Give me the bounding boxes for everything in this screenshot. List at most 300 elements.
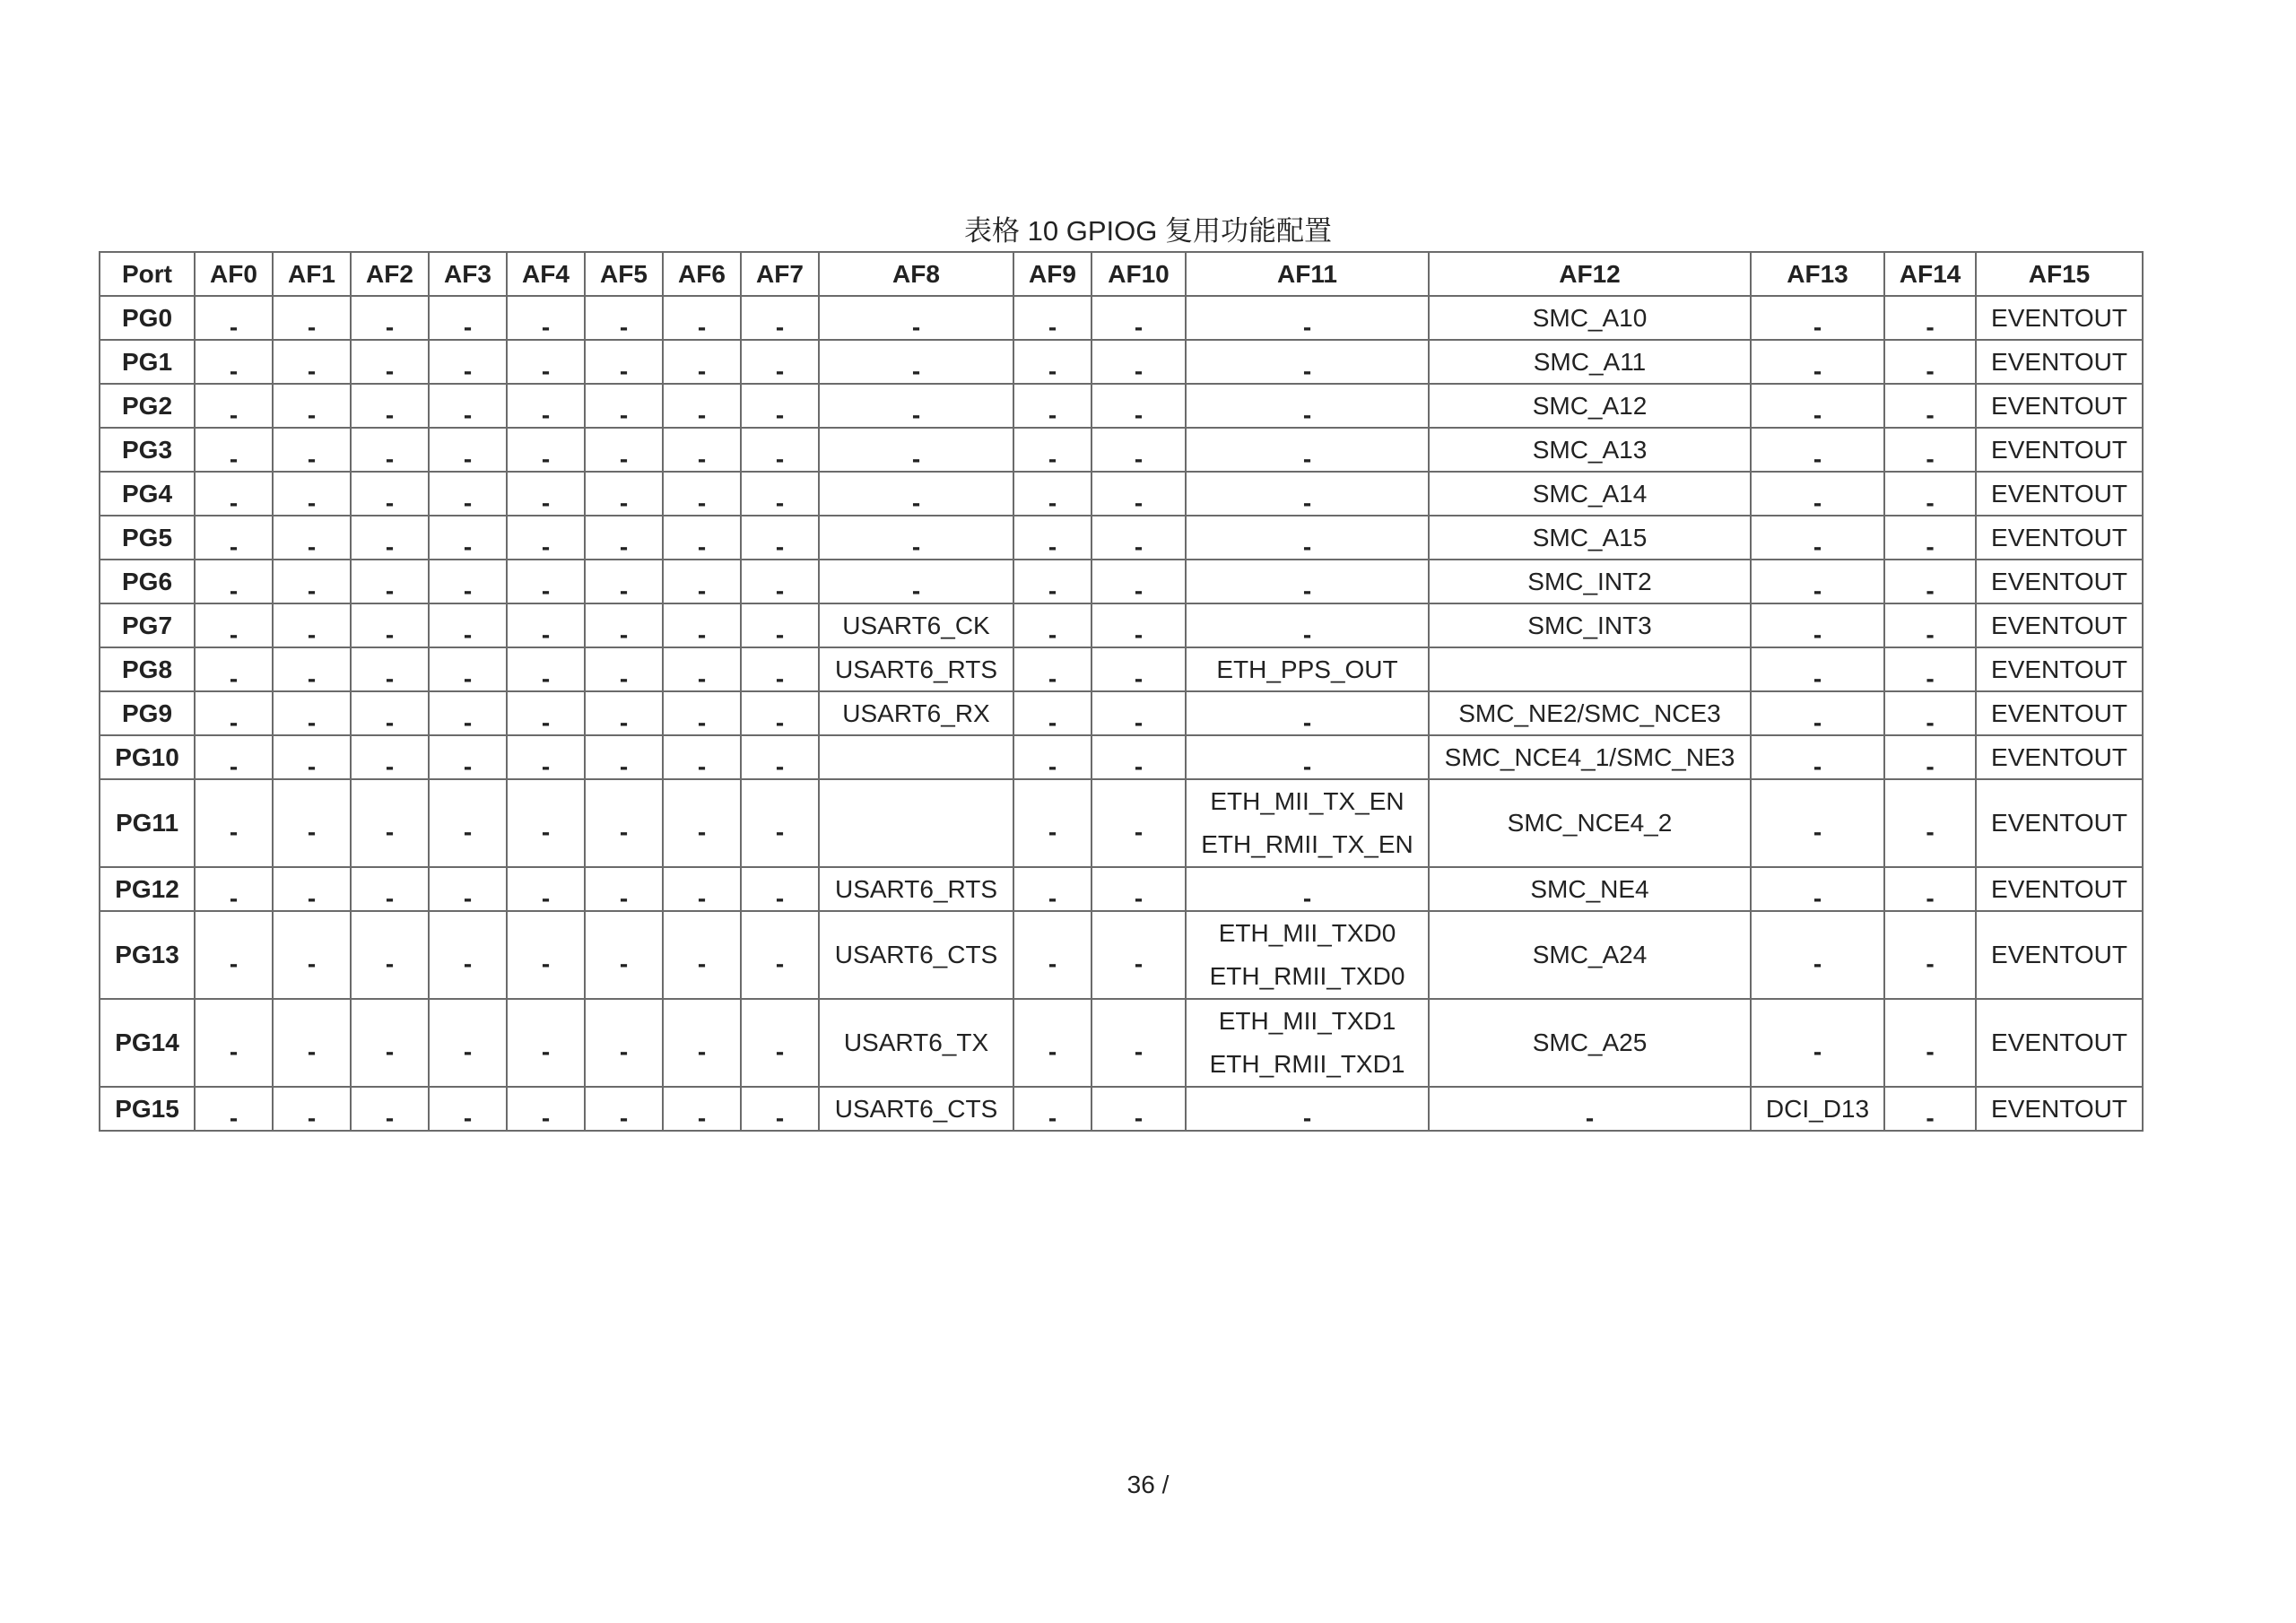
empty-dash: - [697, 400, 707, 428]
af-cell [1751, 691, 1884, 735]
af-cell: SMC_A12 [1429, 384, 1751, 428]
empty-dash: - [1048, 576, 1057, 603]
af-cell [351, 560, 429, 603]
column-header-af6: AF6 [663, 252, 741, 296]
column-header-af9: AF9 [1013, 252, 1091, 296]
empty-dash: - [463, 444, 473, 472]
af-cell: USART6_RX [819, 691, 1013, 735]
af-cell [429, 472, 507, 516]
empty-dash: - [1926, 312, 1935, 340]
port-cell: PG8 [100, 647, 195, 691]
empty-dash: - [541, 818, 551, 846]
af-cell [1013, 428, 1091, 472]
empty-dash: - [463, 620, 473, 647]
af-cell [1751, 603, 1884, 647]
empty-dash: - [541, 620, 551, 647]
empty-dash: - [1048, 532, 1057, 560]
empty-dash: - [775, 751, 785, 779]
empty-dash: - [229, 751, 239, 779]
af-cell: DCI_D13 [1751, 1087, 1884, 1131]
empty-dash: - [911, 312, 921, 340]
empty-dash: - [385, 950, 395, 977]
af-cell [585, 867, 663, 911]
af-cell [429, 340, 507, 384]
empty-dash: - [1134, 818, 1144, 846]
af-cell [663, 647, 741, 691]
af-cell [1091, 735, 1186, 779]
af-cell [663, 428, 741, 472]
af-cell [273, 560, 351, 603]
empty-dash: - [541, 312, 551, 340]
column-header-af15: AF15 [1976, 252, 2143, 296]
af-cell [273, 735, 351, 779]
af-cell [429, 779, 507, 867]
empty-dash: - [229, 400, 239, 428]
af-cell [819, 472, 1013, 516]
af-cell [351, 428, 429, 472]
empty-dash: - [1134, 1037, 1144, 1065]
table-row [100, 1087, 2143, 1131]
af-cell: USART6_RTS [819, 867, 1013, 911]
table-row [100, 516, 2143, 560]
af-cell [741, 560, 819, 603]
af-cell [507, 1087, 585, 1131]
empty-dash: - [229, 664, 239, 691]
function-line: ETH_MII_TX_EN [1210, 787, 1405, 815]
empty-dash: - [1813, 1037, 1822, 1065]
empty-dash: - [229, 312, 239, 340]
empty-dash: - [229, 1103, 239, 1131]
af-cell [585, 735, 663, 779]
port-cell: PG2 [100, 384, 195, 428]
empty-dash: - [463, 1037, 473, 1065]
af-cell: SMC_A25 [1429, 999, 1751, 1087]
af-cell [1186, 867, 1429, 911]
af-cell: EVENTOUT [1976, 867, 2143, 911]
af-cell [741, 779, 819, 867]
empty-dash: - [619, 620, 629, 647]
af-cell [1013, 384, 1091, 428]
port-cell: PG15 [100, 1087, 195, 1131]
column-header-af4: AF4 [507, 252, 585, 296]
empty-dash: - [697, 818, 707, 846]
table-row [100, 472, 2143, 516]
af-cell [1091, 340, 1186, 384]
af-cell [351, 779, 429, 867]
empty-dash: - [307, 356, 317, 384]
table-row [100, 560, 2143, 603]
af-cell [663, 603, 741, 647]
table-row [100, 296, 2143, 340]
af-cell [507, 384, 585, 428]
empty-dash: - [307, 664, 317, 691]
table-row [100, 735, 2143, 779]
empty-dash: - [697, 444, 707, 472]
af-cell [351, 340, 429, 384]
empty-dash: - [541, 751, 551, 779]
table-row [100, 647, 2143, 691]
empty-dash: - [1048, 1103, 1057, 1131]
af-cell [1186, 340, 1429, 384]
af-cell [1751, 560, 1884, 603]
af-cell [273, 1087, 351, 1131]
empty-dash: - [1926, 356, 1935, 384]
empty-dash: - [385, 818, 395, 846]
empty-dash: - [775, 818, 785, 846]
af-cell [663, 867, 741, 911]
empty-dash: - [541, 1103, 551, 1131]
af-cell: EVENTOUT [1976, 911, 2143, 999]
column-header-af8: AF8 [819, 252, 1013, 296]
empty-dash: - [307, 488, 317, 516]
empty-dash: - [1926, 1037, 1935, 1065]
af-cell [663, 691, 741, 735]
af-cell [1751, 296, 1884, 340]
af-cell [507, 779, 585, 867]
af-cell [1884, 472, 1976, 516]
empty-dash: - [307, 818, 317, 846]
af-cell [195, 647, 273, 691]
af-cell [1091, 867, 1186, 911]
empty-dash: - [697, 488, 707, 516]
af-cell [819, 428, 1013, 472]
af-cell [1186, 911, 1429, 999]
empty-dash: - [385, 312, 395, 340]
af-cell: ETH_PPS_OUT [1186, 647, 1429, 691]
column-header-port: Port [100, 252, 195, 296]
af-cell [1884, 516, 1976, 560]
column-header-af11: AF11 [1186, 252, 1429, 296]
empty-dash: - [775, 400, 785, 428]
empty-dash: - [385, 664, 395, 691]
empty-dash: - [385, 356, 395, 384]
empty-dash: - [385, 444, 395, 472]
af-cell [351, 516, 429, 560]
af-cell: SMC_A11 [1429, 340, 1751, 384]
empty-dash: - [1134, 751, 1144, 779]
empty-dash: - [619, 883, 629, 911]
af-cell [1091, 911, 1186, 999]
empty-dash: - [697, 312, 707, 340]
empty-dash: - [619, 818, 629, 846]
af-cell: SMC_NCE4_2 [1429, 779, 1751, 867]
af-cell [1091, 516, 1186, 560]
empty-dash: - [1134, 707, 1144, 735]
af-cell: SMC_NE2/SMC_NCE3 [1429, 691, 1751, 735]
table-body [100, 296, 2143, 1131]
af-cell [351, 999, 429, 1087]
empty-dash: - [1134, 400, 1144, 428]
column-header-af2: AF2 [351, 252, 429, 296]
empty-dash: - [1926, 444, 1935, 472]
af-cell [1186, 691, 1429, 735]
af-cell [507, 735, 585, 779]
af-cell [741, 516, 819, 560]
port-cell: PG11 [100, 779, 195, 867]
empty-dash: - [1048, 400, 1057, 428]
empty-dash: - [385, 488, 395, 516]
empty-dash: - [541, 488, 551, 516]
empty-dash: - [307, 883, 317, 911]
empty-dash: - [619, 312, 629, 340]
af-cell [195, 691, 273, 735]
empty-dash: - [1302, 444, 1312, 472]
empty-dash: - [775, 444, 785, 472]
af-cell [429, 999, 507, 1087]
af-cell [585, 647, 663, 691]
empty-dash: - [697, 620, 707, 647]
empty-dash: - [697, 576, 707, 603]
empty-dash: - [1302, 356, 1312, 384]
empty-dash: - [229, 883, 239, 911]
af-cell [507, 516, 585, 560]
empty-dash: - [1302, 751, 1312, 779]
af-cell [195, 516, 273, 560]
af-cell [585, 691, 663, 735]
af-cell [195, 560, 273, 603]
af-cell [1013, 779, 1091, 867]
empty-dash: - [385, 400, 395, 428]
column-header-af7: AF7 [741, 252, 819, 296]
port-cell: PG9 [100, 691, 195, 735]
empty-dash: - [229, 488, 239, 516]
empty-dash: - [1926, 532, 1935, 560]
empty-dash: - [1926, 488, 1935, 516]
af-cell: EVENTOUT [1976, 1087, 2143, 1131]
empty-dash: - [307, 1103, 317, 1131]
multi-function-cell [1187, 1000, 1428, 1086]
empty-dash: - [1048, 620, 1057, 647]
af-cell [273, 691, 351, 735]
af-cell [429, 647, 507, 691]
af-cell [1013, 911, 1091, 999]
af-cell [1751, 867, 1884, 911]
af-cell [663, 296, 741, 340]
page-number: 36 / [1126, 1471, 1170, 1498]
af-cell [585, 999, 663, 1087]
af-cell [1751, 735, 1884, 779]
empty-dash: - [619, 707, 629, 735]
empty-dash: - [541, 356, 551, 384]
empty-dash: - [1048, 488, 1057, 516]
af-cell [429, 516, 507, 560]
af-cell [273, 384, 351, 428]
af-cell [1091, 472, 1186, 516]
empty-dash: - [697, 1103, 707, 1131]
af-cell [273, 603, 351, 647]
empty-dash: - [775, 532, 785, 560]
empty-dash: - [619, 400, 629, 428]
af-cell [663, 735, 741, 779]
af-cell: SMC_A10 [1429, 296, 1751, 340]
function-line: ETH_MII_TXD1 [1218, 1007, 1396, 1035]
empty-dash: - [1134, 488, 1144, 516]
empty-dash: - [1813, 950, 1822, 977]
af-cell: SMC_INT3 [1429, 603, 1751, 647]
af-cell [429, 560, 507, 603]
af-cell [741, 867, 819, 911]
af-cell [1186, 603, 1429, 647]
empty-dash: - [229, 1037, 239, 1065]
af-cell: EVENTOUT [1976, 691, 2143, 735]
function-line: ETH_RMII_TXD0 [1209, 962, 1405, 990]
af-cell [1013, 1087, 1091, 1131]
af-cell: EVENTOUT [1976, 384, 2143, 428]
af-cell [429, 867, 507, 911]
empty-dash: - [385, 576, 395, 603]
empty-dash: - [619, 576, 629, 603]
column-header-af13: AF13 [1751, 252, 1884, 296]
empty-dash: - [229, 950, 239, 977]
empty-dash: - [1134, 664, 1144, 691]
empty-dash: - [463, 883, 473, 911]
af-cell [1186, 735, 1429, 779]
af-cell: EVENTOUT [1976, 516, 2143, 560]
empty-dash: - [307, 576, 317, 603]
af-cell [741, 472, 819, 516]
empty-dash: - [463, 400, 473, 428]
empty-dash: - [307, 950, 317, 977]
af-cell [1013, 296, 1091, 340]
af-cell [741, 384, 819, 428]
af-cell: EVENTOUT [1976, 472, 2143, 516]
af-cell [195, 735, 273, 779]
empty-dash: - [619, 664, 629, 691]
empty-dash: - [1134, 444, 1144, 472]
empty-dash: - [1302, 1103, 1312, 1131]
empty-dash: - [1926, 883, 1935, 911]
table-header-row [100, 252, 2143, 296]
af-cell [1186, 1087, 1429, 1131]
table-row [100, 999, 2143, 1087]
af-cell [351, 472, 429, 516]
empty-dash: - [1048, 1037, 1057, 1065]
af-cell [351, 691, 429, 735]
af-cell [195, 999, 273, 1087]
af-cell [195, 867, 273, 911]
port-cell: PG1 [100, 340, 195, 384]
empty-dash: - [541, 400, 551, 428]
af-cell [663, 472, 741, 516]
af-cell [1429, 1087, 1751, 1131]
af-cell [429, 735, 507, 779]
af-cell [819, 516, 1013, 560]
af-cell [351, 735, 429, 779]
af-cell [1751, 384, 1884, 428]
af-cell [507, 428, 585, 472]
empty-dash: - [619, 532, 629, 560]
af-cell [1013, 867, 1091, 911]
empty-dash: - [229, 818, 239, 846]
empty-dash: - [619, 1103, 629, 1131]
af-cell: EVENTOUT [1976, 999, 2143, 1087]
af-cell [1091, 296, 1186, 340]
af-cell: USART6_CTS [819, 911, 1013, 999]
af-cell [195, 1087, 273, 1131]
empty-dash: - [1048, 707, 1057, 735]
af-cell [429, 911, 507, 999]
empty-dash: - [1048, 950, 1057, 977]
empty-dash: - [911, 400, 921, 428]
empty-dash: - [775, 664, 785, 691]
af-cell [1884, 1087, 1976, 1131]
af-cell [1091, 647, 1186, 691]
empty-dash: - [1813, 356, 1822, 384]
empty-dash: - [1134, 356, 1144, 384]
empty-dash: - [229, 356, 239, 384]
af-cell [585, 516, 663, 560]
af-cell [507, 296, 585, 340]
column-header-af12: AF12 [1429, 252, 1751, 296]
empty-dash: - [1813, 664, 1822, 691]
function-line: ETH_MII_TXD0 [1218, 919, 1396, 947]
af-cell: SMC_NE4 [1429, 867, 1751, 911]
af-cell [1884, 560, 1976, 603]
empty-dash: - [229, 532, 239, 560]
af-cell: SMC_A14 [1429, 472, 1751, 516]
af-cell [1884, 428, 1976, 472]
af-cell [1751, 428, 1884, 472]
table-row [100, 340, 2143, 384]
af-cell [507, 560, 585, 603]
af-cell [273, 647, 351, 691]
empty-dash: - [1813, 532, 1822, 560]
empty-dash: - [775, 1037, 785, 1065]
af-cell [1884, 779, 1976, 867]
af-cell [273, 911, 351, 999]
af-cell [1429, 647, 1751, 691]
empty-dash: - [463, 707, 473, 735]
af-cell [1751, 999, 1884, 1087]
empty-dash: - [463, 751, 473, 779]
af-cell [741, 1087, 819, 1131]
empty-dash: - [463, 312, 473, 340]
port-cell: PG6 [100, 560, 195, 603]
af-cell [741, 603, 819, 647]
empty-dash: - [1302, 883, 1312, 911]
empty-dash: - [463, 1103, 473, 1131]
af-cell [1186, 472, 1429, 516]
empty-dash: - [385, 707, 395, 735]
af-cell: USART6_RTS [819, 647, 1013, 691]
af-cell [429, 603, 507, 647]
empty-dash: - [1813, 576, 1822, 603]
af-cell [273, 340, 351, 384]
af-cell [429, 296, 507, 340]
af-cell [1186, 384, 1429, 428]
af-cell [507, 691, 585, 735]
empty-dash: - [307, 707, 317, 735]
empty-dash: - [385, 883, 395, 911]
empty-dash: - [1926, 751, 1935, 779]
empty-dash: - [385, 1037, 395, 1065]
empty-dash: - [911, 532, 921, 560]
af-cell [819, 384, 1013, 428]
af-cell [273, 867, 351, 911]
af-cell [507, 647, 585, 691]
af-cell [741, 428, 819, 472]
af-cell [819, 340, 1013, 384]
empty-dash: - [385, 751, 395, 779]
af-cell [1013, 647, 1091, 691]
af-cell [819, 735, 1013, 779]
empty-dash: - [463, 576, 473, 603]
empty-dash: - [1048, 312, 1057, 340]
af-cell [1751, 516, 1884, 560]
empty-dash: - [1813, 751, 1822, 779]
af-cell [663, 516, 741, 560]
af-cell [741, 296, 819, 340]
